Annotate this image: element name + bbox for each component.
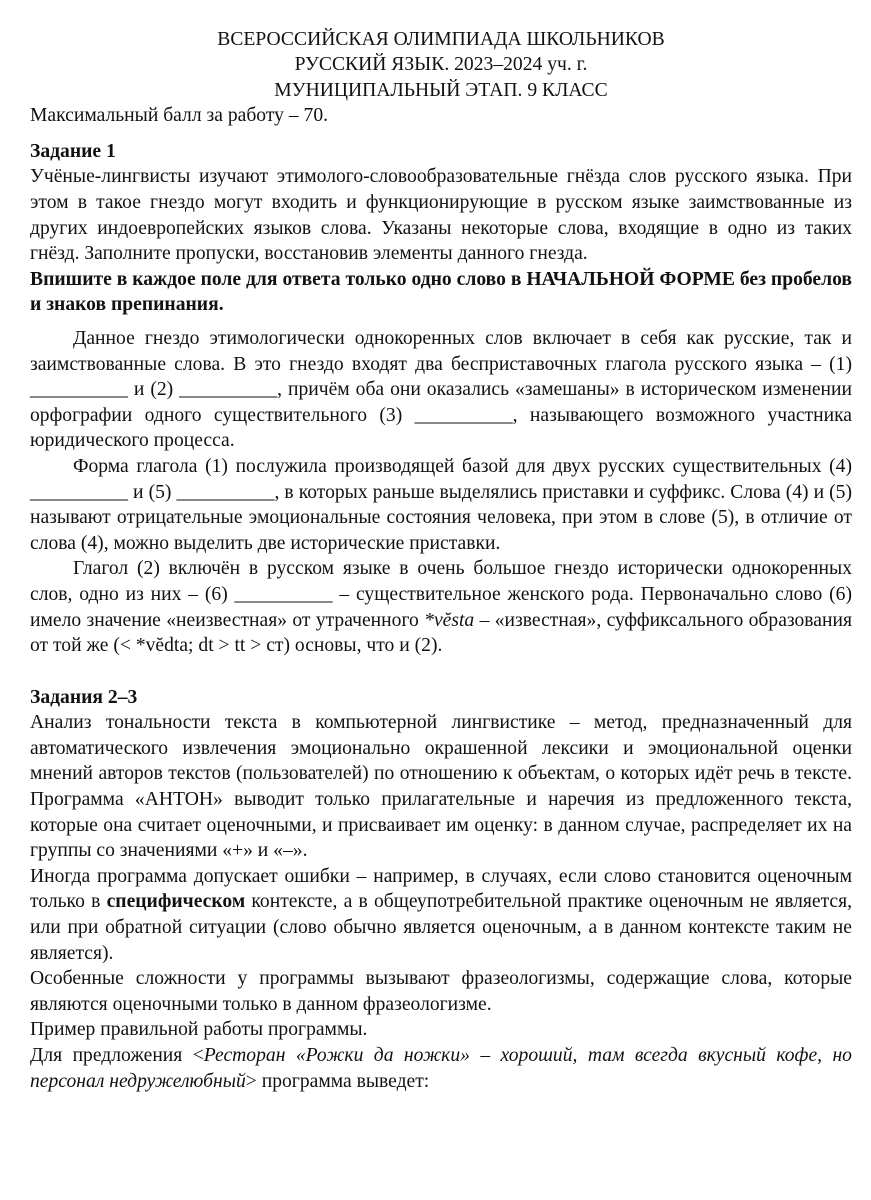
emphasis-specific: специфическом xyxy=(106,891,246,913)
example-sentence: Ресторан «Рожки да ножки» – хороший, там всегда вкусный кофе, но персонал недружелюбный xyxy=(30,1045,852,1092)
task-2-3-paragraph-5-start: Для предложения < xyxy=(30,1045,204,1066)
task-1-paragraph-1: Данное гнездо этимологически однокоренных слов включает в себя как русские, так и заимствованные слова. В это гнездо входят два бесприставочных глагола русского языка – (1) __________ и (2) __________, причём оба они оказались «замешаны» в историческом изменении орфографии одного существительного (3) __________, называющего возможного участника юридического процесса. xyxy=(30,327,852,452)
task-2-3-paragraph-2 xyxy=(30,864,852,966)
header-olympiad-title: ВСЕРОССИЙСКАЯ ОЛИМПИАДА ШКОЛЬНИКОВ xyxy=(217,29,665,50)
document-page xyxy=(30,27,852,1094)
task-1-section xyxy=(30,139,852,659)
task-2-3-paragraph-4: Пример правильной работы программы. xyxy=(30,1019,368,1041)
task-2-3-paragraph-3: Особенные сложности у программы вызывают фразеологизмы, содержащие слова, которые являются оценочными только в данном фразеологизме. xyxy=(30,968,852,1015)
task-1-paragraph-3 xyxy=(30,556,852,658)
task-1-paragraph-2: Форма глагола (1) послужила производящей базой для двух русских существительных (4) __________ и (5) __________, в которых раньше выделялись приставки и суффикс. Слова (4) и (5) называют отрицательные эмоциональные состояния человека, при этом в слове (5), в отличие от слова (4), можно выделить две исторические приставки. xyxy=(30,455,852,554)
document-header xyxy=(30,27,852,103)
task-1-paragraph-3-end: – «известная», суффиксального образования от той же (< *vĕdta; dt > tt > ст) основы, что и (2). xyxy=(30,609,852,657)
task-2-3-paragraph-5 xyxy=(30,1043,852,1094)
task-1-paragraph-3-start: Глагол (2) включён в русском языке в очень большое гнездо исторически однокоренных слов, одно из них – (6) __________ – существительное женского рода. Первоначально слово (6) имело значение «неизвестная» от утраченного xyxy=(30,558,852,631)
max-score-line: Максимальный балл за работу – 70. xyxy=(30,105,329,127)
task-1-instruction: Впишите в каждое поле для ответа только одно слово в НАЧАЛЬНОЙ ФОРМЕ без пробелов и знаков препинания. xyxy=(30,268,852,316)
task-2-3-paragraph-1: Анализ тональности текста в компьютерной лингвистике – метод, предназначенный для автоматического извлечения эмоционально окрашенной лексики и эмоциональной оценки мнений авторов текстов (пользователей) по отношению к объектам, о которых идёт речь в тексте. Программа «АНТОН» выводит только прилагательные и наречия из предложенного текста, которые она считает оценочными, и присваивает им оценку: в данном случае, распределяет их на группы со значениями «+» и «–». xyxy=(30,712,852,862)
task-2-3-paragraph-5-end: > программа выведет: xyxy=(245,1070,430,1092)
task-2-3-paragraph-2-start: Иногда программа допускает ошибки – например, в случаях, если слово становится оценочным только в xyxy=(30,865,852,913)
task-2-3-paragraph-2-end: контексте, а в общеупотребительной практике оценочным не является, или при обратной ситуации (слово обычно является оценочным, а в данном контексте таким не является). xyxy=(30,891,852,964)
reconstructed-form-vesta: *vĕsta xyxy=(424,609,475,631)
header-subject-year: РУССКИЙ ЯЗЫК. 2023–2024 уч. г. xyxy=(294,54,588,76)
task-2-3-title: Задания 2–3 xyxy=(30,686,138,708)
task-1-intro: Учёные-лингвисты изучают этимолого-словообразовательные гнёзда слов русского языка. При этом в такое гнездо могут входить и функционирующие в русском языке заимствованные из других индоевропейских языков слова. Указаны некоторые слова, входящие в одно из таких гнёзд. Заполните пропуски, восстановив элементы данного гнезда. xyxy=(30,166,852,265)
task-1-title: Задание 1 xyxy=(30,140,116,162)
task-2-3-section xyxy=(30,685,852,1095)
header-stage-grade: МУНИЦИПАЛЬНЫЙ ЭТАП. 9 КЛАСС xyxy=(274,79,608,101)
